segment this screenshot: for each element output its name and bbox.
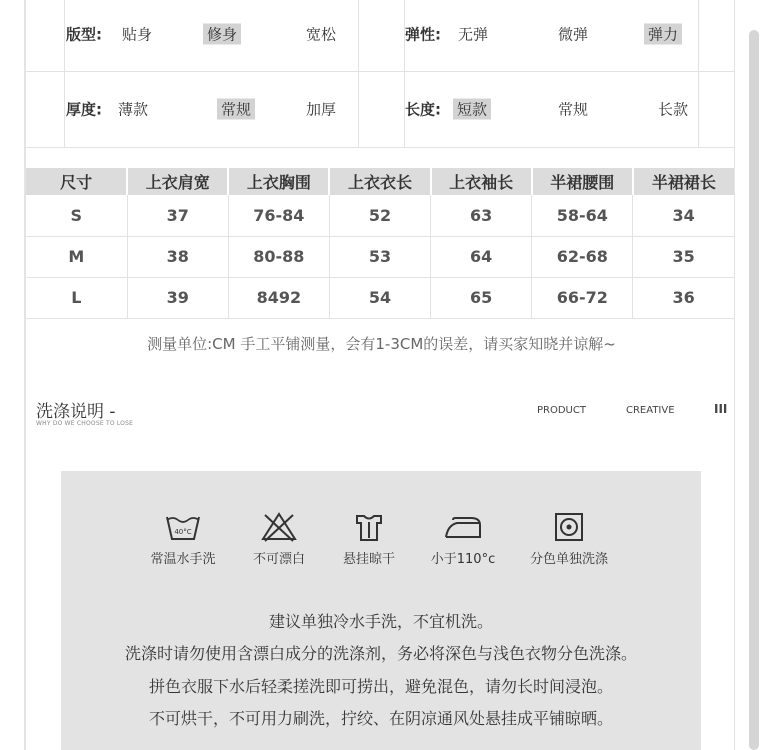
care-item-wash-separately: [509, 511, 629, 567]
thickness-option-selected: 常规: [217, 99, 255, 120]
care-item-iron: [403, 511, 523, 567]
nav-creative-link[interactable]: CREATIVE: [626, 405, 675, 416]
header-waist: 半裙腰围: [532, 168, 633, 195]
table-cell: 58-64: [532, 195, 633, 236]
elasticity-key: 弹性:: [405, 25, 441, 44]
table-cell: 35: [633, 236, 734, 277]
page-frame-right: [734, 0, 735, 750]
iron-icon: [443, 511, 483, 543]
fit-option: 贴身: [122, 25, 153, 44]
table-row: [26, 195, 734, 236]
length-option: 长款: [658, 100, 689, 119]
header-skirt-length: 半裙裙长: [633, 168, 734, 195]
table-cell: 76-84: [228, 195, 329, 236]
table-cell: 38: [127, 236, 228, 277]
size-table: [26, 168, 734, 319]
table-cell: L: [26, 277, 127, 318]
thickness-key: 厚度:: [66, 100, 102, 119]
wash-section-title: 洗涤说明 -: [36, 402, 116, 422]
care-instruction-line: 拼色衣服下水后轻柔搓洗即可捞出，避免混色，请勿长时间浸泡。: [148, 677, 613, 696]
care-label: 分色单独洗涤: [529, 552, 608, 567]
table-divider: [64, 0, 65, 148]
table-cell: 34: [633, 195, 734, 236]
elasticity-option: 无弹: [458, 25, 489, 44]
table-cell: 39: [127, 277, 228, 318]
header-shoulder: 上衣肩宽: [127, 168, 228, 195]
hang-dry-icon: [349, 511, 389, 543]
care-label: 不可漂白: [252, 552, 305, 567]
table-cell: 64: [431, 236, 532, 277]
length-option-selected: 短款: [453, 99, 491, 120]
scrollbar[interactable]: [749, 30, 759, 750]
table-cell: 37: [127, 195, 228, 236]
care-label: 悬挂晾干: [342, 552, 395, 567]
nav-product-link[interactable]: PRODUCT: [537, 405, 586, 416]
table-cell: S: [26, 195, 127, 236]
table-cell: 53: [329, 236, 430, 277]
table-cell: 80-88: [228, 236, 329, 277]
care-label: 小于110°c: [430, 552, 496, 567]
menu-icon[interactable]: III: [714, 402, 728, 416]
care-instructions-box: [61, 471, 701, 750]
care-instruction-line: 建议单独冷水手洗，不宜机洗。: [268, 612, 493, 631]
table-cell: 36: [633, 277, 734, 318]
table-divider: [404, 0, 405, 148]
fit-option-selected: 修身: [203, 24, 241, 45]
hand-wash-temp: 40°C: [174, 528, 192, 536]
header-sleeve: 上衣袖长: [431, 168, 532, 195]
wash-separately-icon: [549, 511, 589, 543]
table-cell: 54: [329, 277, 430, 318]
elasticity-option: 微弹: [558, 25, 589, 44]
table-row: [26, 277, 734, 318]
header-top-length: 上衣衣长: [329, 168, 430, 195]
table-cell: 8492: [228, 277, 329, 318]
thickness-option: 加厚: [306, 100, 337, 119]
header-size: 尺寸: [26, 168, 127, 195]
fit-option: 宽松: [306, 25, 337, 44]
thickness-option: 薄款: [118, 100, 149, 119]
care-label: 常温水手洗: [150, 552, 216, 567]
table-cell: 52: [329, 195, 430, 236]
table-cell: 63: [431, 195, 532, 236]
table-cell: 65: [431, 277, 532, 318]
measurement-note: 测量单位:CM 手工平铺测量，会有1-3CM的误差，请买家知晓并谅解~: [147, 335, 616, 353]
length-key: 长度:: [405, 100, 441, 119]
no-bleach-icon: [259, 511, 299, 543]
length-option: 常规: [558, 100, 589, 119]
table-cell: 62-68: [532, 236, 633, 277]
table-cell: M: [26, 236, 127, 277]
table-cell: 66-72: [532, 277, 633, 318]
header-bust: 上衣胸围: [228, 168, 329, 195]
attribute-table: [26, 0, 734, 148]
care-instruction-line: 洗涤时请勿使用含漂白成分的洗涤剂，务必将深色与浅色衣物分色洗涤。: [124, 644, 637, 663]
table-divider: [358, 0, 359, 148]
fit-key: 版型:: [66, 25, 102, 44]
table-divider: [698, 0, 699, 148]
wash-section-subtitle: WHY DO WE CHOOSE TO LOSE: [36, 420, 134, 427]
table-row: [26, 236, 734, 277]
size-table-header: [26, 168, 734, 195]
elasticity-option-selected: 弹力: [644, 24, 682, 45]
care-instruction-line: 不可烘干，不可用力刷洗，拧绞、在阴凉通风处悬挂成平铺晾晒。: [148, 709, 613, 728]
hand-wash-icon: [163, 511, 203, 543]
